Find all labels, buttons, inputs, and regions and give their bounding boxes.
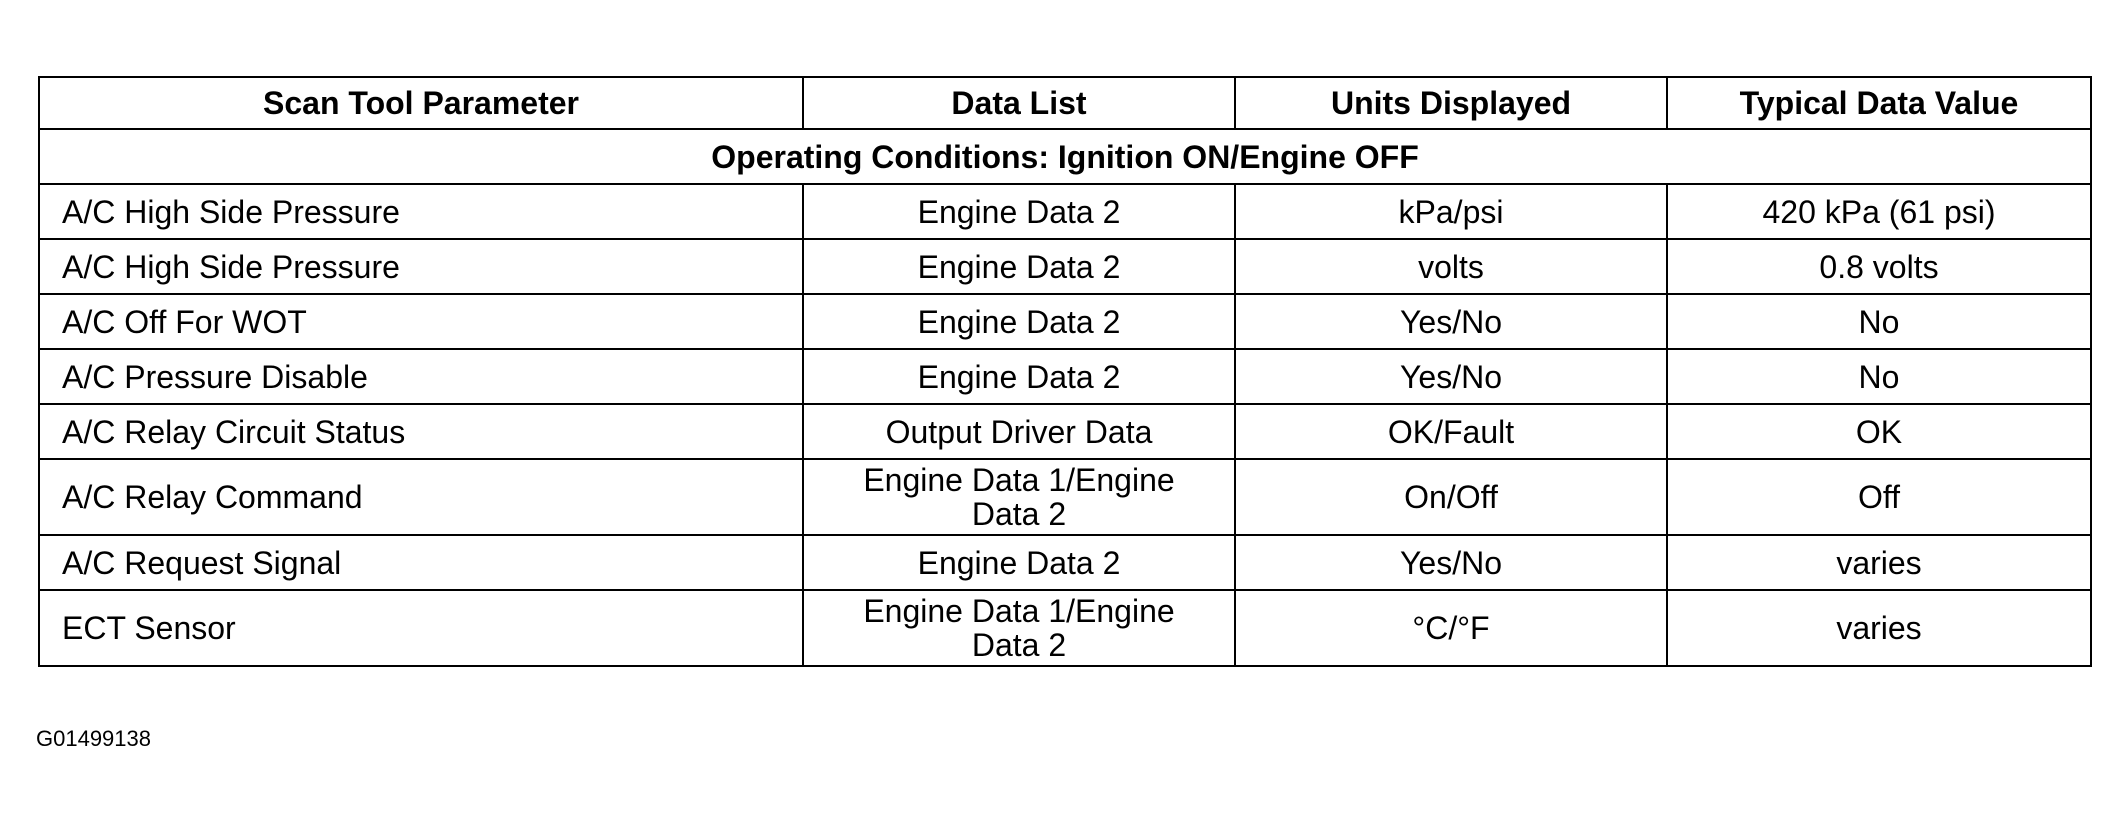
cell-data-list: Output Driver Data <box>803 404 1235 459</box>
cell-typical-value: varies <box>1667 535 2091 590</box>
scan-tool-data-table <box>38 76 2092 667</box>
cell-typical-value: No <box>1667 349 2091 404</box>
header-typical-data-value: Typical Data Value <box>1667 77 2091 129</box>
cell-units: On/Off <box>1235 459 1667 535</box>
cell-parameter: A/C Pressure Disable <box>39 349 803 404</box>
cell-typical-value: OK <box>1667 404 2091 459</box>
cell-units: kPa/psi <box>1235 184 1667 239</box>
header-row <box>39 77 2091 129</box>
cell-typical-value: 0.8 volts <box>1667 239 2091 294</box>
cell-typical-value: varies <box>1667 590 2091 666</box>
table-row <box>39 535 2091 590</box>
cell-data-list: Engine Data 2 <box>803 239 1235 294</box>
table-row <box>39 184 2091 239</box>
cell-data-list: Engine Data 2 <box>803 184 1235 239</box>
cell-units: volts <box>1235 239 1667 294</box>
cell-parameter: A/C Relay Command <box>39 459 803 535</box>
cell-units: °C/°F <box>1235 590 1667 666</box>
cell-units: OK/Fault <box>1235 404 1667 459</box>
table-row <box>39 294 2091 349</box>
table-row <box>39 239 2091 294</box>
cell-parameter: ECT Sensor <box>39 590 803 666</box>
cell-data-list: Engine Data 2 <box>803 349 1235 404</box>
cell-typical-value: No <box>1667 294 2091 349</box>
cell-parameter: A/C Off For WOT <box>39 294 803 349</box>
header-units-displayed: Units Displayed <box>1235 77 1667 129</box>
table-row <box>39 349 2091 404</box>
cell-data-list: Engine Data 2 <box>803 535 1235 590</box>
header-data-list: Data List <box>803 77 1235 129</box>
figure-id: G01499138 <box>36 726 151 751</box>
cell-data-list: Engine Data 1/Engine Data 2 <box>803 459 1235 535</box>
table-row <box>39 590 2091 666</box>
cell-typical-value: 420 kPa (61 psi) <box>1667 184 2091 239</box>
cell-typical-value: Off <box>1667 459 2091 535</box>
table-row <box>39 404 2091 459</box>
cell-parameter: A/C High Side Pressure <box>39 184 803 239</box>
cell-parameter: A/C Request Signal <box>39 535 803 590</box>
header-scan-tool-parameter: Scan Tool Parameter <box>39 77 803 129</box>
cell-data-list: Engine Data 1/Engine Data 2 <box>803 590 1235 666</box>
cell-parameter: A/C High Side Pressure <box>39 239 803 294</box>
cell-units: Yes/No <box>1235 349 1667 404</box>
section-title: Operating Conditions: Ignition ON/Engine OFF <box>39 129 2091 184</box>
cell-data-list: Engine Data 2 <box>803 294 1235 349</box>
cell-units: Yes/No <box>1235 294 1667 349</box>
table-row <box>39 459 2091 535</box>
cell-parameter: A/C Relay Circuit Status <box>39 404 803 459</box>
section-row <box>39 129 2091 184</box>
cell-units: Yes/No <box>1235 535 1667 590</box>
